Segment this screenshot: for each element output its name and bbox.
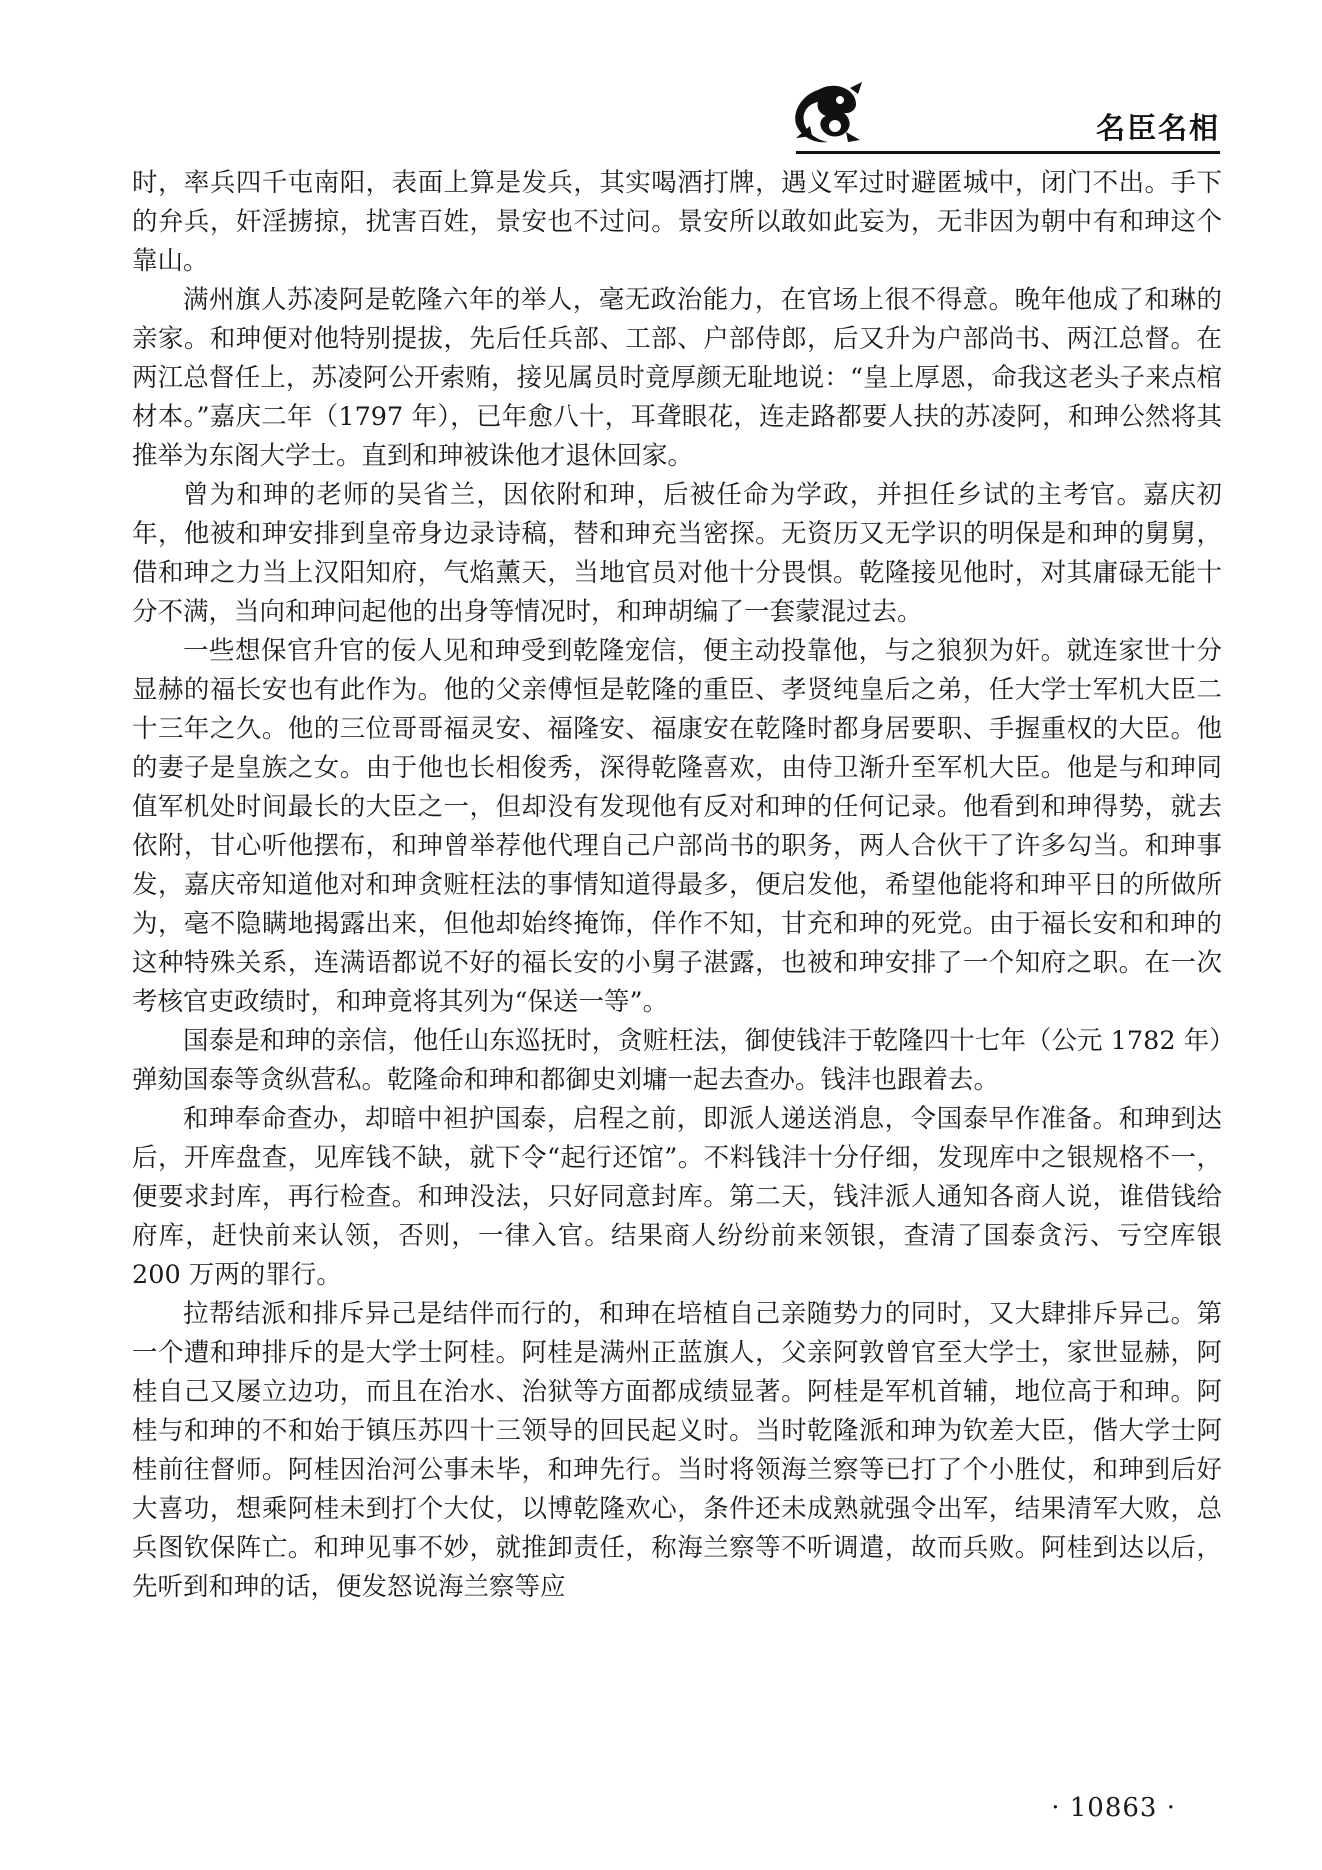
dragon-emblem-icon	[790, 80, 870, 150]
paragraph: 一些想保官升官的佞人见和珅受到乾隆宠信，便主动投靠他，与之狼狈为奸。就连家世十分显赫的福长安也有此作为。他的父亲傅恒是乾隆的重臣、孝贤纯皇后之弟，任大学士军机大臣二十三年之久。他的三位哥哥福灵安、福隆安、福康安在乾隆时都身居要职、手握重权的大臣。他的妻子是皇族之女。由于他也长相俊秀，深得乾隆喜欢，由侍卫渐升至军机大臣。他是与和珅同值军机处时间最长的大臣之一，但却没有发现他有反对和珅的任何记录。他看到和珅得势，就去依附，甘心听他摆布，和珅曾举荐他代理自己户部尚书的职务，两人合伙干了许多勾当。和珅事发，嘉庆帝知道他对和珅贪赃枉法的事情知道得最多，便启发他，希望他能将和珅平日的所做所为，毫不隐瞒地揭露出来，但他却始终掩饰，佯作不知，甘充和珅的死党。由于福长安和和珅的这种特殊关系，连满语都说不好的福长安的小舅子湛露，也被和珅安排了一个知府之职。在一次考核官吏政绩时，和珅竟将其列为“保送一等”。	[132, 636, 1222, 1017]
paragraph: 国泰是和珅的亲信，他任山东巡抚时，贪赃枉法，御使钱沣于乾隆四十七年（公元 1782 年）弹劾国泰等贪纵营私。乾隆命和珅和都御史刘墉一起去查办。钱沣也跟着去。	[132, 1026, 1222, 1095]
paragraph: 和珅奉命查办，却暗中袒护国泰，启程之前，即派人递送消息，令国泰早作准备。和珅到达后，开库盘查，见库钱不缺，就下令“起行还馆”。不料钱沣十分仔细，发现库中之银规格不一，便要求封库，再行检查。和珅没法，只好同意封库。第二天，钱沣派人通知各商人说，谁借钱给府库，赶快前来认领，否则，一律入官。结果商人纷纷前来领银，查清了国泰贪污、亏空库银 200 万两的罪行。	[132, 1104, 1222, 1290]
paragraph: 拉帮结派和排斥异己是结伴而行的，和珅在培植自己亲随势力的同时，又大肆排斥异己。第一个遭和珅排斥的是大学士阿桂。阿桂是满州正蓝旗人，父亲阿敦曾官至大学士，家世显赫，阿桂自己又屡立边功，而且在治水、治狱等方面都成绩显著。阿桂是军机首辅，地位高于和珅。阿桂与和珅的不和始于镇压苏四十三领导的回民起义时。当时乾隆派和珅为钦差大臣，偕大学士阿桂前往督师。阿桂因治河公事未毕，和珅先行。当时将领海兰察等已打了个小胜仗，和珅到后好大喜功，想乘阿桂未到打个大仗，以博乾隆欢心，条件还未成熟就强令出军，结果清军大败，总兵图钦保阵亡。和珅见事不妙，就推卸责任，称海兰察等不听调遣，故而兵败。阿桂到达以后，先听到和珅的话，便发怒说海兰察等应	[132, 1299, 1222, 1602]
body-text	[132, 164, 1222, 1607]
paragraph: 满州旗人苏凌阿是乾隆六年的举人，毫无政治能力，在官场上很不得意。晚年他成了和琳的亲家。和珅便对他特别提拔，先后任兵部、工部、户部侍郎，后又升为户部尚书、两江总督。在两江总督任上，苏凌阿公开索贿，接见属员时竟厚颜无耻地说：“皇上厚恩，命我这老头子来点棺材本。”嘉庆二年（1797 年），已年愈八十，耳聋眼花，连走路都要人扶的苏凌阿，和珅公然将其推举为东阁大学士。直到和珅被诛他才退休回家。	[132, 285, 1222, 471]
page-number: · 10863 ·	[1051, 1793, 1176, 1823]
paragraph: 曾为和珅的老师的吴省兰，因依附和珅，后被任命为学政，并担任乡试的主考官。嘉庆初年，他被和珅安排到皇帝身边录诗稿，替和珅充当密探。无资历又无学识的明保是和珅的舅舅，借和珅之力当上汉阳知府，气焰薰天，当地官员对他十分畏惧。乾隆接见他时，对其庸碌无能十分不满，当向和珅问起他的出身等情况时，和珅胡编了一套蒙混过去。	[132, 480, 1222, 627]
running-header	[790, 80, 1220, 160]
series-title: 名臣名相	[1095, 111, 1220, 145]
paragraph: 时，率兵四千屯南阳，表面上算是发兵，其实喝酒打牌，遇义军过时避匿城中，闭门不出。手下的弁兵，奸淫掳掠，扰害百姓，景安也不过问。景安所以敢如此妄为，无非因为朝中有和珅这个靠山。	[132, 168, 1222, 276]
header-rule	[796, 151, 1220, 154]
